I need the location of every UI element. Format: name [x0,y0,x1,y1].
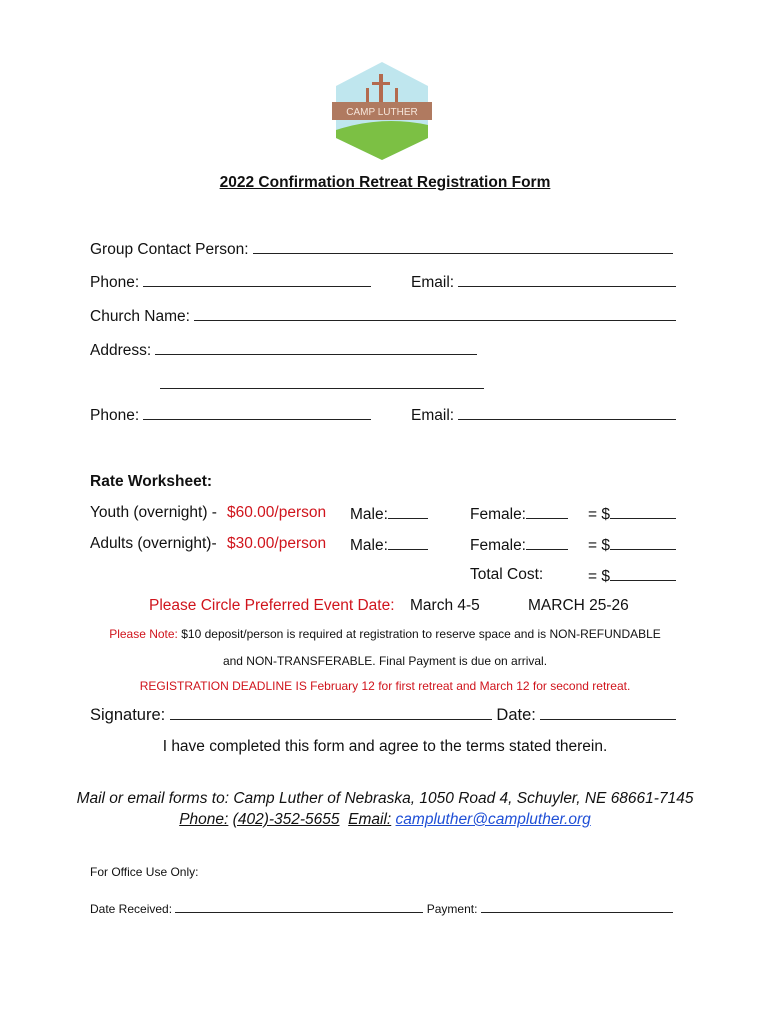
total-cost-label: Total Cost: [470,566,544,583]
adults-price: $30.00/person [227,535,327,552]
adults-total-label: = $ [588,537,610,554]
svg-text:CAMP LUTHER: CAMP LUTHER [346,107,418,118]
payment-label: Payment: [426,902,478,916]
form-title: 2022 Confirmation Retreat Registration Form [219,174,551,191]
mail-instructions: Mail or email forms to: Camp Luther of Nebraska, 1050 Road 4, Schuyler, NE 68661-7145 [76,790,694,807]
total-cost-field[interactable] [610,566,676,581]
adults-total-field[interactable] [610,535,676,550]
signature-label: Signature: [90,706,166,724]
rate-worksheet-heading: Rate Worksheet: [90,473,213,490]
agreement-text: I have completed this form and agree to the terms stated therein. [162,738,608,755]
camp-luther-logo [332,60,432,162]
note-text-2: and NON-TRANSFERABLE. Final Payment is due on arrival. [222,654,548,668]
youth-label: Youth (overnight) - [90,504,217,521]
date-received-field[interactable] [175,901,423,913]
email-field-2[interactable] [458,405,676,420]
youth-total-label: = $ [588,506,610,523]
office-use-heading: For Office Use Only: [90,865,199,879]
phone-contact-label: Phone: [179,811,229,828]
youth-female-field[interactable] [526,504,568,519]
church-name-label: Church Name: [90,308,190,325]
email-link[interactable]: campluther@campluther.org [395,811,591,828]
youth-male-field[interactable] [388,504,428,519]
address-field-line2[interactable] [160,374,484,389]
church-name-field[interactable] [194,306,676,321]
phone-label: Phone: [90,274,140,291]
adults-male-field[interactable] [388,535,428,550]
email-field[interactable] [458,272,676,287]
address-field[interactable] [155,340,477,355]
event-date-option-1[interactable]: March 4-5 [410,597,480,614]
youth-female-label: Female: [470,506,526,523]
deadline-notice: REGISTRATION DEADLINE IS February 12 for first retreat and March 12 for second retreat. [139,679,631,693]
group-contact-label: Group Contact Person: [90,241,249,258]
note-text: $10 deposit/person is required at registration to reserve space and is NON-REFUNDABLE [181,627,661,641]
adults-female-field[interactable] [526,535,568,550]
note-label: Please Note: [109,627,178,641]
email-label: Email: [411,274,455,291]
total-cost-eq: = $ [588,568,610,585]
youth-price: $60.00/person [227,504,327,521]
signature-field[interactable] [170,705,492,720]
group-contact-field[interactable] [253,239,673,254]
youth-total-field[interactable] [610,504,676,519]
date-received-label: Date Received: [90,902,173,916]
event-date-prompt: Please Circle Preferred Event Date: [149,597,395,614]
adults-female-label: Female: [470,537,526,554]
adults-male-label: Male: [350,537,388,554]
event-date-option-2[interactable]: MARCH 25-26 [528,597,629,614]
date-label: Date: [496,706,536,724]
youth-male-label: Male: [350,506,388,523]
date-field[interactable] [540,705,676,720]
address-label: Address: [90,342,152,359]
adults-label: Adults (overnight)- [90,535,217,552]
payment-field[interactable] [481,901,673,913]
phone-contact: (402)-352-5655 [232,811,340,828]
email-label-2: Email: [411,407,455,424]
phone-field[interactable] [143,272,371,287]
phone-field-2[interactable] [143,405,371,420]
phone-label-2: Phone: [90,407,140,424]
email-contact-label: Email: [348,811,392,828]
